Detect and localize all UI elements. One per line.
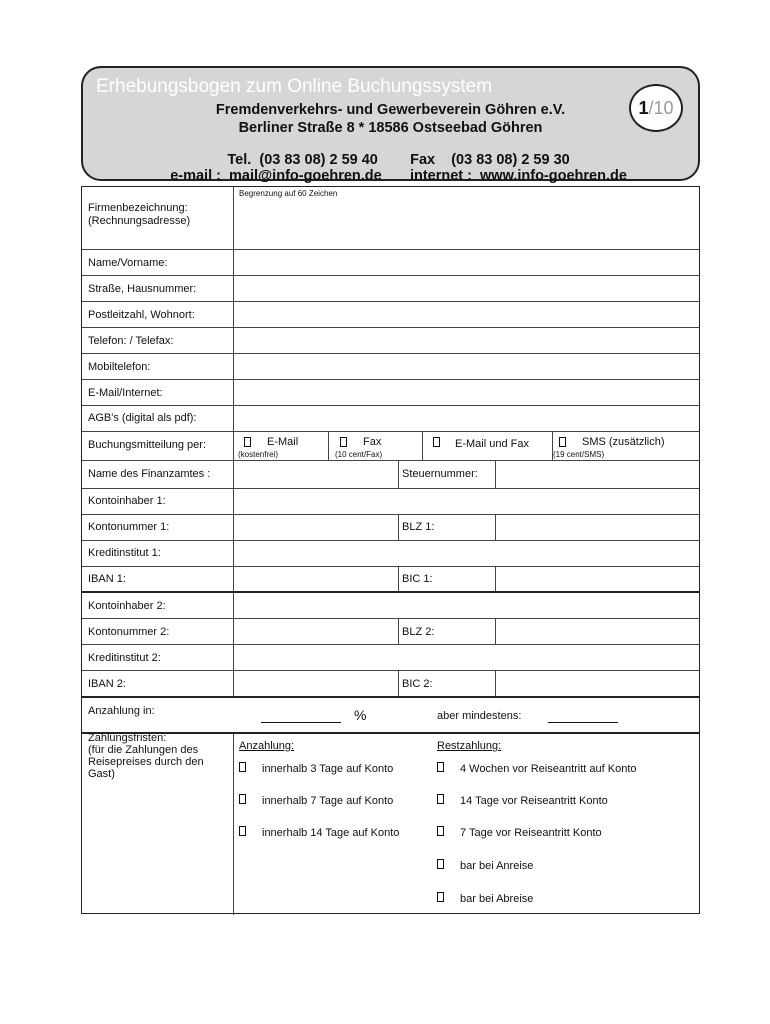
- bank2-account-label: Kontonummer 2:: [88, 626, 170, 638]
- minimum-label: aber mindestens:: [437, 710, 522, 722]
- option-fax-note: (10 cent/Fax): [335, 450, 383, 459]
- bank2-holder-label: Kontoinhaber 2:: [88, 600, 166, 612]
- bank2-blz-input[interactable]: [496, 619, 700, 644]
- name-label: Name/Vorname:: [88, 257, 168, 269]
- company-input[interactable]: [234, 199, 700, 248]
- char-limit-note: Begrenzung auf 60 Zeichen: [239, 189, 338, 198]
- option-email-label: E-Mail: [267, 436, 299, 448]
- org-name: Fremdenverkehrs- und Gewerbeverein Göhren e.V.: [215, 102, 566, 118]
- booking-notice-label: Buchungsmitteilung per:: [88, 439, 207, 451]
- org-address: Berliner Straße 8 * 18586 Ostseebad Göhren: [238, 120, 543, 136]
- tax-number-input[interactable]: [496, 461, 700, 487]
- balance-option-7-days-checkbox[interactable]: [437, 826, 444, 836]
- deposit-percent-input[interactable]: [261, 722, 341, 723]
- bank2-iban-label: IBAN 2:: [88, 678, 126, 690]
- balance-option-4-weeks-checkbox[interactable]: [437, 762, 444, 772]
- bank2-holder-input[interactable]: [234, 593, 700, 618]
- bank1-account-label: Kontonummer 1:: [88, 521, 170, 533]
- deposit-option-14-days-checkbox[interactable]: [239, 826, 246, 836]
- street-input[interactable]: [234, 276, 700, 301]
- balance-option-14-days: 14 Tage vor Reiseantritt Konto: [460, 795, 608, 807]
- bank2-bic-input[interactable]: [496, 671, 700, 696]
- option-email-fax-label: E-Mail und Fax: [455, 438, 529, 450]
- tax-office-input[interactable]: [234, 461, 397, 487]
- balance-option-on-arrival: bar bei Anreise: [460, 860, 534, 872]
- balance-option-on-arrival-checkbox[interactable]: [437, 859, 444, 869]
- deposit-heading: Anzahlung:: [239, 740, 295, 752]
- payment-terms-line2: (für die Zahlungen des: [88, 744, 199, 756]
- balance-heading: Restzahlung:: [437, 740, 502, 752]
- deposit-option-7-days: innerhalb 7 Tage auf Konto: [262, 795, 394, 807]
- email-address: e-mail : mail@info-goehren.de: [170, 168, 382, 184]
- percent-sign: %: [354, 707, 367, 723]
- email-label: E-Mail/Internet:: [88, 387, 163, 399]
- option-sms-checkbox[interactable]: [559, 437, 566, 447]
- company-label: Firmenbezeichnung:: [88, 202, 188, 214]
- deposit-option-7-days-checkbox[interactable]: [239, 794, 246, 804]
- tax-number-label: Steuernummer:: [402, 468, 478, 480]
- option-email-note: (kostenfrei): [238, 450, 279, 459]
- bank1-iban-input[interactable]: [234, 567, 397, 591]
- page-current: 1: [638, 98, 649, 118]
- zip-input[interactable]: [234, 302, 700, 327]
- bank1-blz-input[interactable]: [496, 515, 700, 540]
- bank1-bic-input[interactable]: [496, 567, 700, 591]
- payment-terms-line4: Gast): [88, 768, 115, 780]
- mobile-input[interactable]: [234, 354, 700, 379]
- street-label: Straße, Hausnummer:: [88, 283, 197, 295]
- minimum-amount-input[interactable]: [548, 722, 618, 723]
- balance-option-4-weeks: 4 Wochen vor Reiseantritt auf Konto: [460, 763, 637, 775]
- option-email-checkbox[interactable]: [244, 437, 251, 447]
- tax-office-label: Name des Finanzamtes :: [88, 468, 211, 480]
- agb-label: AGB's (digital als pdf):: [88, 412, 197, 424]
- page-indicator: [629, 84, 683, 132]
- zip-label: Postleitzahl, Wohnort:: [88, 309, 195, 321]
- deposit-label: Anzahlung in:: [88, 705, 155, 717]
- phone-input[interactable]: [234, 328, 700, 353]
- option-fax-label: Fax: [363, 436, 382, 448]
- balance-option-on-departure-checkbox[interactable]: [437, 892, 444, 902]
- bank1-holder-input[interactable]: [234, 489, 700, 514]
- deposit-option-14-days: innerhalb 14 Tage auf Konto: [262, 827, 400, 839]
- name-input[interactable]: [234, 250, 700, 275]
- email-input[interactable]: [234, 380, 700, 405]
- registration-form: [81, 186, 700, 914]
- bank1-iban-label: IBAN 1:: [88, 573, 126, 585]
- website: internet : www.info-goehren.de: [409, 168, 627, 184]
- mobile-label: Mobiltelefon:: [88, 361, 151, 373]
- company-sublabel: (Rechnungsadresse): [88, 215, 191, 227]
- system-title: Erhebungsbogen zum Online Buchungssystem: [96, 76, 493, 97]
- letterhead: [81, 66, 700, 184]
- bank2-institute-label: Kreditinstitut 2:: [88, 652, 161, 664]
- option-email-fax-checkbox[interactable]: [433, 437, 440, 447]
- bank2-institute-input[interactable]: [234, 645, 700, 670]
- phone-label: Telefon: / Telefax:: [88, 335, 174, 347]
- fax-number: Fax (03 83 08) 2 59 30: [410, 152, 570, 168]
- deposit-option-3-days-checkbox[interactable]: [239, 762, 246, 772]
- label-column-divider-lower: [233, 732, 234, 915]
- bank2-account-input[interactable]: [234, 619, 397, 644]
- payment-terms-line3: Reisepreises durch den: [88, 756, 204, 768]
- option-sms-note: (19 cent/SMS): [553, 450, 605, 459]
- bank2-blz-label: BLZ 2:: [402, 626, 435, 638]
- balance-option-14-days-checkbox[interactable]: [437, 794, 444, 804]
- bank1-holder-label: Kontoinhaber 1:: [88, 495, 166, 507]
- deposit-option-3-days: innerhalb 3 Tage auf Konto: [262, 763, 394, 775]
- agb-input[interactable]: [234, 406, 700, 431]
- bank1-institute-input[interactable]: [234, 541, 700, 566]
- bank1-bic-label: BIC 1:: [402, 573, 433, 585]
- option-fax-checkbox[interactable]: [340, 437, 347, 447]
- phone-number: Tel. (03 83 08) 2 59 40: [227, 152, 378, 168]
- page-total: /10: [648, 98, 674, 118]
- bank1-institute-label: Kreditinstitut 1:: [88, 547, 161, 559]
- option-sms-label: SMS (zusätzlich): [582, 436, 665, 448]
- balance-option-7-days: 7 Tage vor Reiseantritt Konto: [460, 827, 602, 839]
- bank1-account-input[interactable]: [234, 515, 397, 540]
- bank1-blz-label: BLZ 1:: [402, 521, 435, 533]
- bank2-bic-label: BIC 2:: [402, 678, 433, 690]
- balance-option-on-departure: bar bei Abreise: [460, 893, 534, 905]
- bank2-iban-input[interactable]: [234, 671, 397, 696]
- payment-terms-label: Zahlungsfristen:: [88, 732, 167, 744]
